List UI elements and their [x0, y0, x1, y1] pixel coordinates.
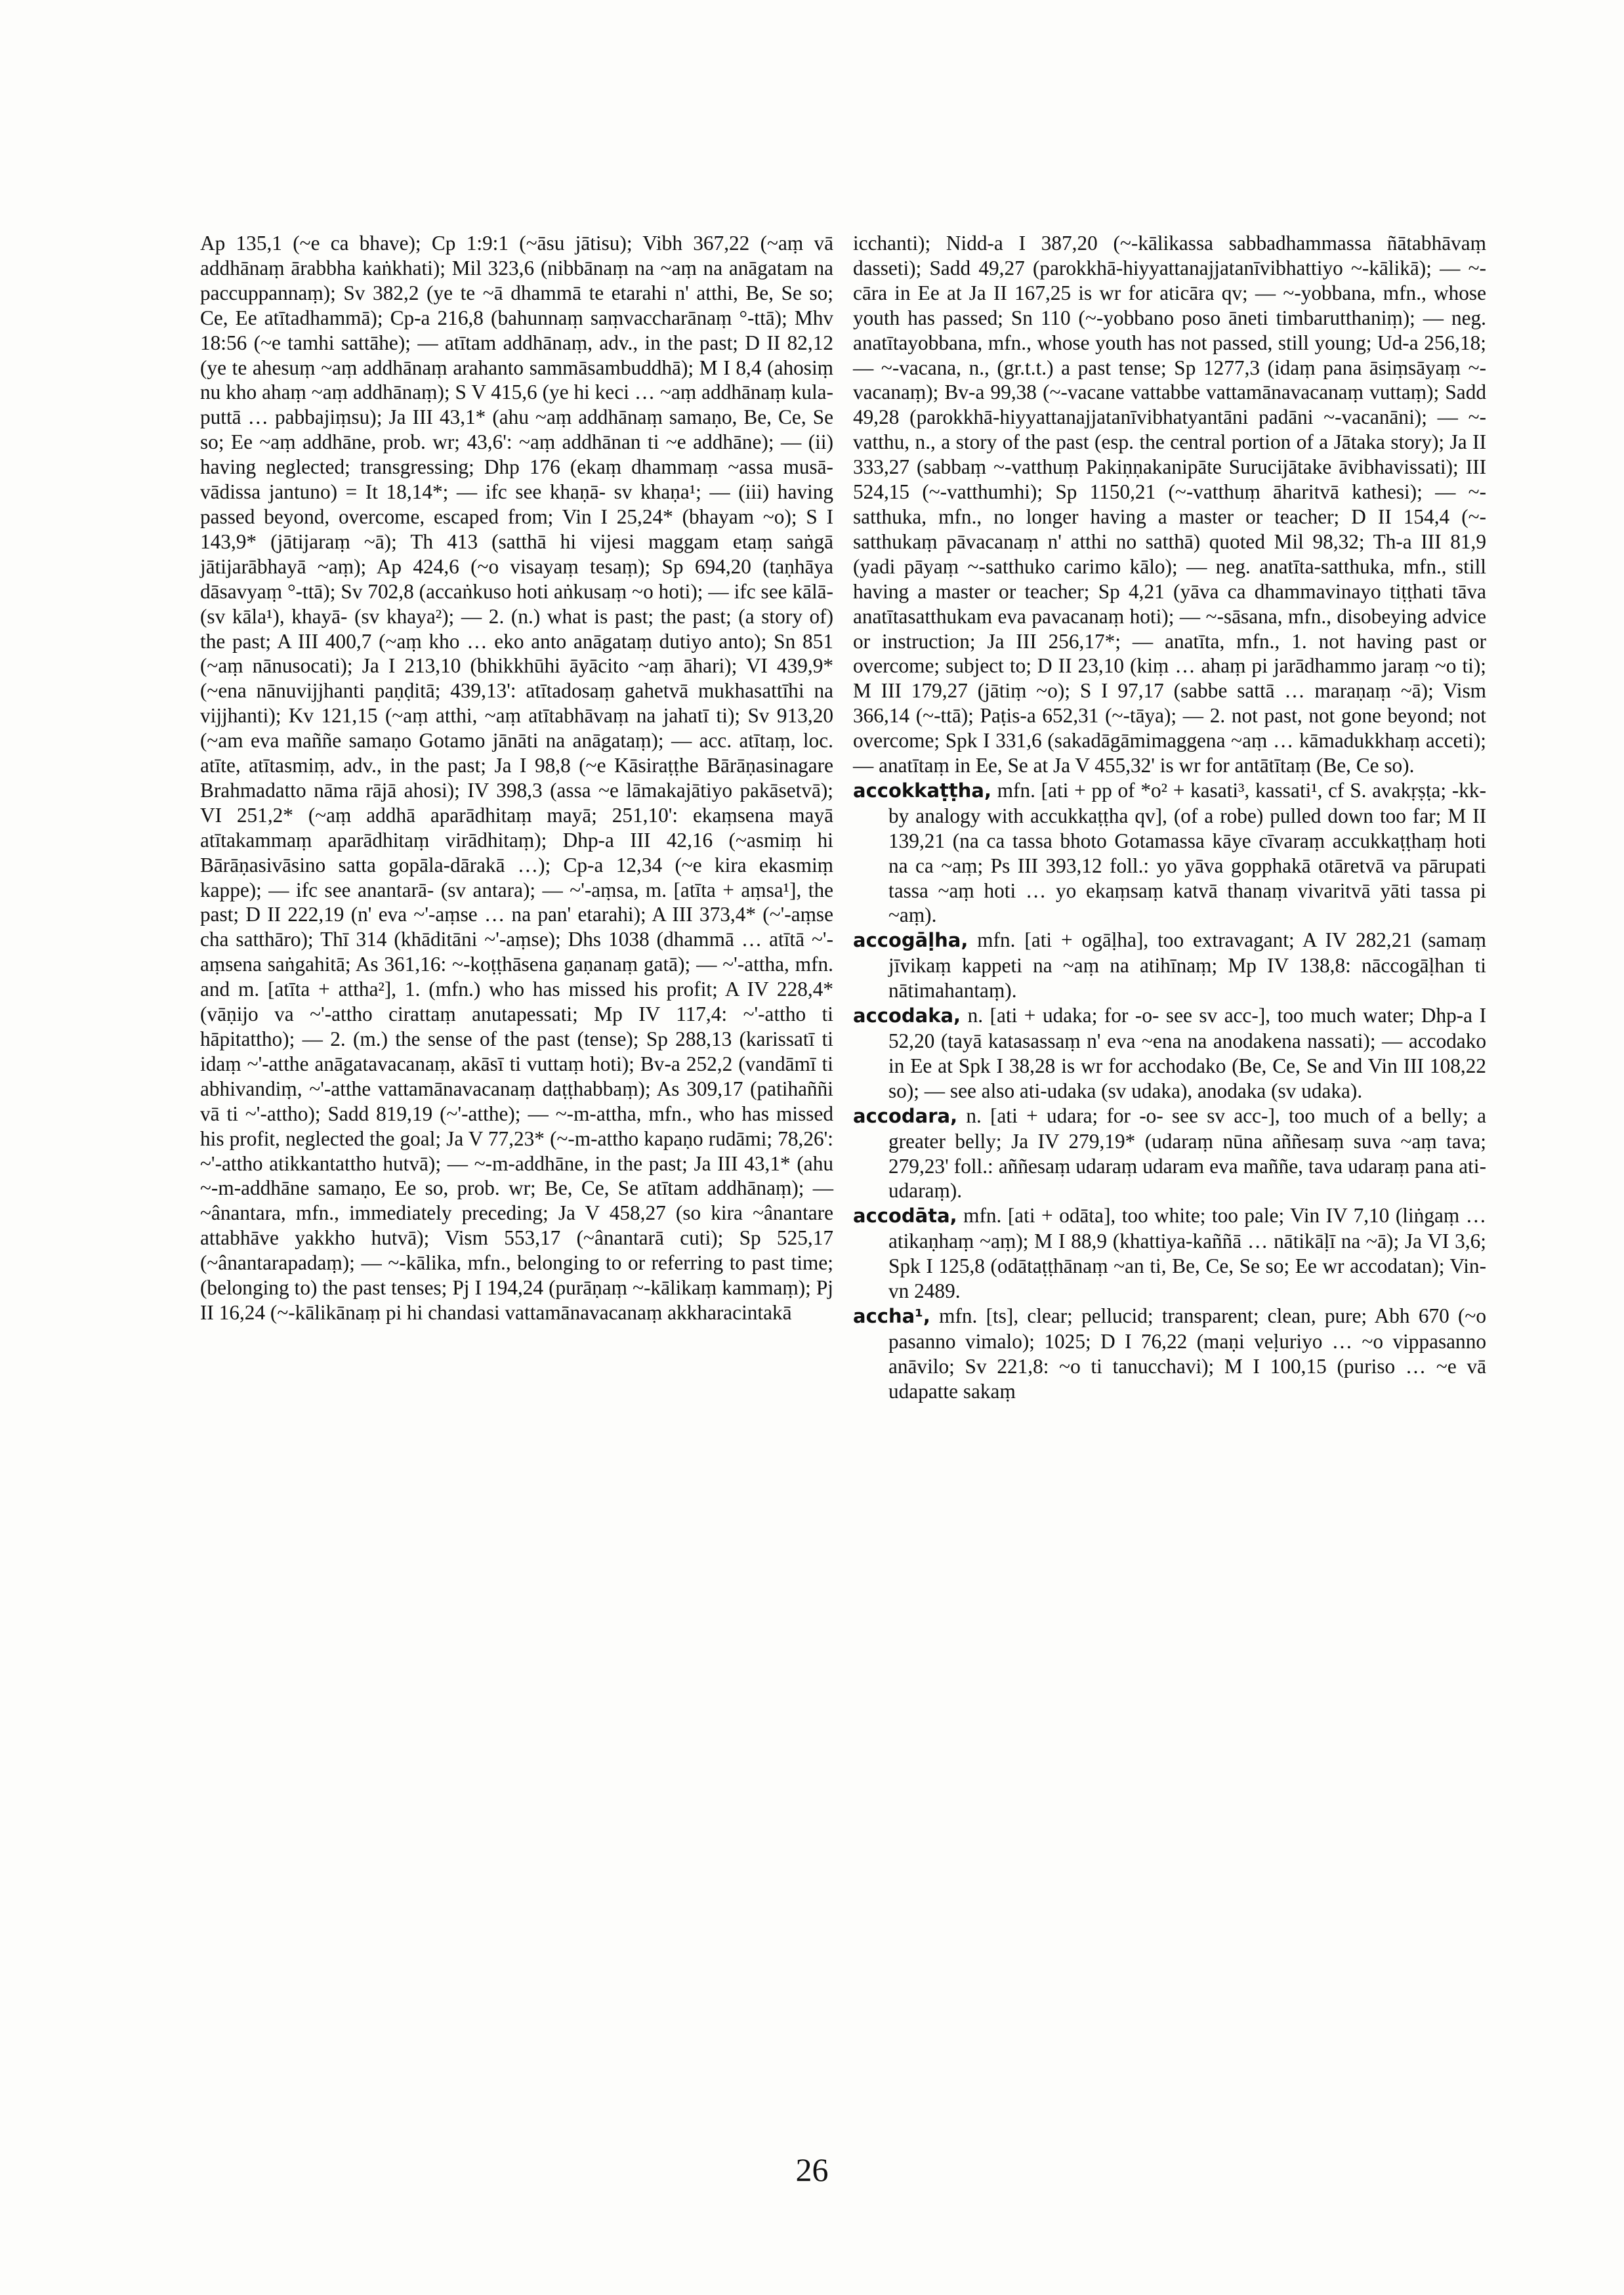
dictionary-entry	[853, 1104, 1486, 1204]
entry-headword: accodara,	[853, 1104, 958, 1127]
entry-text: mfn. [ts], clear; pellucid; transparent; clean, pure; Abh 670 (~o pasanno vimalo); 1025; D I 76,22 (maṇi veḷuriyo … ~o vippasanno anāvilo; Sv 221,8: ~o ti tanucchavi); M I 100,15 (puriso … ~e vā udapatte sakaṃ	[888, 1304, 1486, 1403]
left-column-text: Ap 135,1 (~e ca bhave); Cp 1:9:1 (~āsu jātisu); Vibh 367,22 (~aṃ vā addhānaṃ ārabbha kaṅkhati); Mil 323,6 (nibbānaṃ na ~aṃ na anāgatam na paccuppannaṃ); Sv 382,2 (ye te ~ā dhammā te etarahi n' atthi, Be, Se so; Ce, Ee atītadhammā); Cp-a 216,8 (bahunnaṃ saṃvaccharānaṃ °-ttā); Mhv 18:56 (~e tamhi sattāhe); — atītam addhānaṃ, adv., in the past; D II 82,12 (ye te ahesuṃ ~aṃ addhānaṃ arahanto sammāsambuddhā); M I 8,4 (ahosiṃ nu kho ahaṃ ~aṃ addhānaṃ); S V 415,6 (ye hi keci … ~aṃ addhānaṃ kula-puttā … pabbajiṃsu); Ja III 43,1* (ahu ~aṃ addhānaṃ samaṇo, Be, Ce, Se so; Ee ~aṃ addhāne, prob. wr; 43,6': ~aṃ addhānan ti ~e addhāne); — (ii) having neglected; transgressing; Dhp 176 (ekaṃ dhammaṃ ~assa musā-vādissa jantuno) = It 18,14*; — ifc see khaṇā- sv khaṇa¹; — (iii) having passed beyond, overcome, escaped from; Vin I 25,24* (bhayam ~o); S I 143,9* (jātijaraṃ ~ā); Th 413 (satthā hi vijesi maggam etaṃ saṅgā jātijarābhayā ~aṃ); Ap 424,6 (~o visayaṃ tesaṃ); Sp 694,20 (taṇhāya dāsavyaṃ °-ttā); Sv 702,8 (accaṅkuso hoti aṅkusaṃ ~o hoti); — ifc see kālā- (sv kāla¹), khayā- (sv khaya²); — 2. (n.) what is past; the past; (a story of) the past; A III 400,7 (~aṃ kho … eko anto anāgataṃ dutiyo anto); Sn 851 (~aṃ nānusocati); Ja I 213,10 (bhikkhūhi āyācito ~aṃ āhari); VI 439,9* (~ena nānuvijjhanti paṇḍitā; 439,13': atītadosaṃ gahetvā mukhasattīhi na vijjhanti); Kv 121,15 (~aṃ atthi, ~aṃ atītabhāvaṃ na jahatī ti); Sv 913,20 (~am eva maññe samaṇo Gotamo jānāti na anāgataṃ); — acc. atītaṃ, loc. atīte, atītasmiṃ, adv., in the past; Ja I 98,8 (~e Kāsiraṭṭhe Bārāṇasinagare Brahmadatto nāma rājā ahosi); IV 398,3 (assa ~e lāmakajātiyo pakāsetvā); VI 251,2* (~aṃ addhā aparādhitaṃ mayā; 251,10': ekaṃsena mayā atītakammaṃ aparādhitaṃ virādhitaṃ); Dhp-a III 42,16 (~asmiṃ hi Bārāṇasivāsino satta gopāla-dārakā …); Cp-a 12,34 (~e kira ekasmiṃ kappe); — ifc see anantarā- (sv antara); — ~'-aṃsa, m. [atīta + aṃsa¹], the past; D II 222,19 (n' eva ~'-aṃse … na pan' etarahi); A III 373,4* (~'-aṃse cha satthāro); Thī 314 (khāditāni ~'-aṃse); Dhs 1038 (dhammā … atītā ~'-aṃsena saṅgahitā; As 361,16: ~-koṭṭhāsena gaṇanaṃ gatā); — ~'-attha, mfn. and m. [atīta + attha²], 1. (mfn.) who has missed his profit; A IV 228,4* (vāṇijo va ~'-attho cirattaṃ anutapessati; Mp IV 117,4: ~'-attho ti hāpitattho); — 2. (m.) the sense of the past (tense); Sp 288,13 (karissatī ti idaṃ ~'-atthe anāgatavacanaṃ, akāsī ti vuttaṃ hoti); Bv-a 252,2 (vandāmī ti abhivandiṃ, ~'-atthe vattamānavacanaṃ daṭṭhabbaṃ); As 309,17 (patihaññi vā ti ~'-attho); Sadd 819,19 (~'-atthe); — ~-m-attha, mfn., who has missed his profit, neglected the goal; Ja V 77,23* (~-m-attho kapaṇo rudāmi; 78,26': ~'-attho atikkantattho hutvā); — ~-m-addhāne, in the past; Ja III 43,1* (ahu ~-m-addhāne samaṇo, Ee so, prob. wr; Be, Ce, Se atītam addhānaṃ); — ~ânantara, mfn., immediately preceding; Ja V 458,27 (so kira ~ânantare attabhāve yakkho hutvā); Vism 553,17 (~ânantarā cuti); Sp 525,17 (~ânantarapadaṃ); — ~-kālika, mfn., belonging to or referring to past time; (belonging to) the past tenses; Pj I 194,24 (purāṇaṃ ~-kālikaṃ kammaṃ); Pj II 16,24 (~-kālikānaṃ pi hi chandasi vattamānavacanaṃ akkharacintakā	[200, 232, 833, 1324]
dictionary-entry	[853, 1304, 1486, 1404]
entry-headword: accodāta,	[853, 1205, 957, 1228]
entry-text: n. [ati + udara; for -o- see sv acc-], too much of a belly; a greater belly; Ja IV 279,19* (udaraṃ nūna aññesaṃ suva ~aṃ tava; 279,23' foll.: aññesaṃ udaraṃ udaram eva maññe, tava udaraṃ pana ati-udaraṃ).	[888, 1104, 1486, 1203]
entry-text: n. [ati + udaka; for -o- see sv acc-], too much water; Dhp-a I 52,20 (tayā katasassaṃ n' eva ~ena na anodakena nassati); — accodako in Ee at Spk I 38,28 is wr for acchodako (Be, Ce, Se and Vin III 108,22 so); — see also ati-udaka (sv udaka), anodaka (sv udaka).	[888, 1004, 1486, 1102]
entry-headword: accha¹,	[853, 1304, 930, 1327]
right-column	[853, 231, 1486, 1404]
dictionary-entry	[853, 1003, 1486, 1104]
dictionary-entry	[853, 928, 1486, 1003]
dictionary-entry	[853, 1203, 1486, 1304]
page-number: 26	[795, 2151, 829, 2188]
entry-headword: accokkaṭṭha,	[853, 779, 991, 802]
dictionary-entry	[853, 778, 1486, 928]
entry-text: mfn. [ati + odāta], too white; too pale; Vin IV 7,10 (liṅgaṃ … atikaṇhaṃ ~aṃ); M I 88,9 (khattiya-kaññā … nātikāḷī na ~ā); Ja VI 3,6; Spk I 125,8 (odātaṭṭhānaṃ ~an ti, Be, Ce, Se so; Ee wr accodatan); Vin-vn 2489.	[888, 1204, 1486, 1303]
left-column	[200, 231, 833, 1325]
entry-headword: accogāḷha,	[853, 929, 968, 952]
entry-text: mfn. [ati + pp of *o² + kasati³, kassati¹, cf S. avakṛṣṭa; -kk- by analogy with accukkaṭṭha qv], (of a robe) pulled down too far; M II 139,21 (na ca tassa bhoto Gotamassa kāye cīvaraṃ accukkaṭṭhaṃ hoti na ca ~aṃ; Ps III 393,12 foll.: yo yāva gopphakā otāretvā va pārupati tassa ~aṃ hoti … yo ekaṃsaṃ katvā thanaṃ vivaritvā yāti tassa pi ~aṃ).	[888, 778, 1486, 927]
entry-text: mfn. [ati + ogāḷha], too extravagant; A IV 282,21 (samaṃ jīvikaṃ kappeti na ~aṃ na atihīnaṃ; Mp IV 138,8: nāccogāḷhan ti nātimahantaṃ).	[888, 928, 1486, 1003]
entry-headword: accodaka,	[853, 1004, 961, 1027]
right-column-continuation: icchanti); Nidd-a I 387,20 (~-kālikassa sabbadhammassa ñātabhāvaṃ dasseti); Sadd 49,27 (parokkhā-hiyyattanajjatanīvibhattiyo ~-kālikā); — ~-cāra in Ee at Ja II 167,25 is wr for aticāra qv; — ~-yobbana, mfn., whose youth has passed; Sn 110 (~-yobbano poso āneti timbarutthaniṃ); — neg. anatītayobbana, mfn., whose youth has not passed, still young; Ud-a 256,18; — ~-vacana, n., (gr.t.t.) a past tense; Sp 1277,3 (idaṃ pana āsiṃsāyaṃ ~-vacanaṃ); Bv-a 99,38 (~-vacane vattabbe vattamānavacanaṃ vuttaṃ); Sadd 49,28 (parokkhā-hiyyattanajjatanīvibhatyantāni padāni ~-vacanāni); — ~-vatthu, n., a story of the past (esp. the central portion of a Jātaka story); Ja II 333,27 (sabbaṃ ~-vatthuṃ Pakiṇṇakanipāte Surucijātake āvibhavissati); III 524,15 (~-vatthumhi); Sp 1150,21 (~-vatthuṃ āharitvā kathesi); — ~-satthuka, mfn., no longer having a master or teacher; D II 154,4 (~-satthukaṃ pāvacanaṃ n' atthi no satthā) quoted Mil 98,32; Th-a III 81,9 (yadi pāyaṃ ~-satthuko carimo kālo); — neg. anatīta-satthuka, mfn., still having a master or teacher; Sp 4,21 (yāva ca dhammavinayo tiṭṭhati tāva anatītasatthukam eva pavacanaṃ hoti); — ~-sāsana, mfn., disobeying advice or instruction; Ja III 256,17*; — anatīta, mfn., 1. not having past or overcome; subject to; D II 23,10 (kiṃ … ahaṃ pi jarādhammo jaraṃ ~o ti); M III 179,27 (jātiṃ ~o); S I 97,17 (sabbe sattā … maraṇaṃ ~ā); Vism 366,14 (~-ttā); Paṭis-a 652,31 (~-tāya); — 2. not past, not gone beyond; not overcome; Spk I 331,6 (sakadāgāmimaggena ~aṃ … kāmadukkhaṃ acceti); — anatītaṃ in Ee, Se at Ja V 455,32' is wr for antātītaṃ (Be, Ce so).	[853, 232, 1486, 777]
